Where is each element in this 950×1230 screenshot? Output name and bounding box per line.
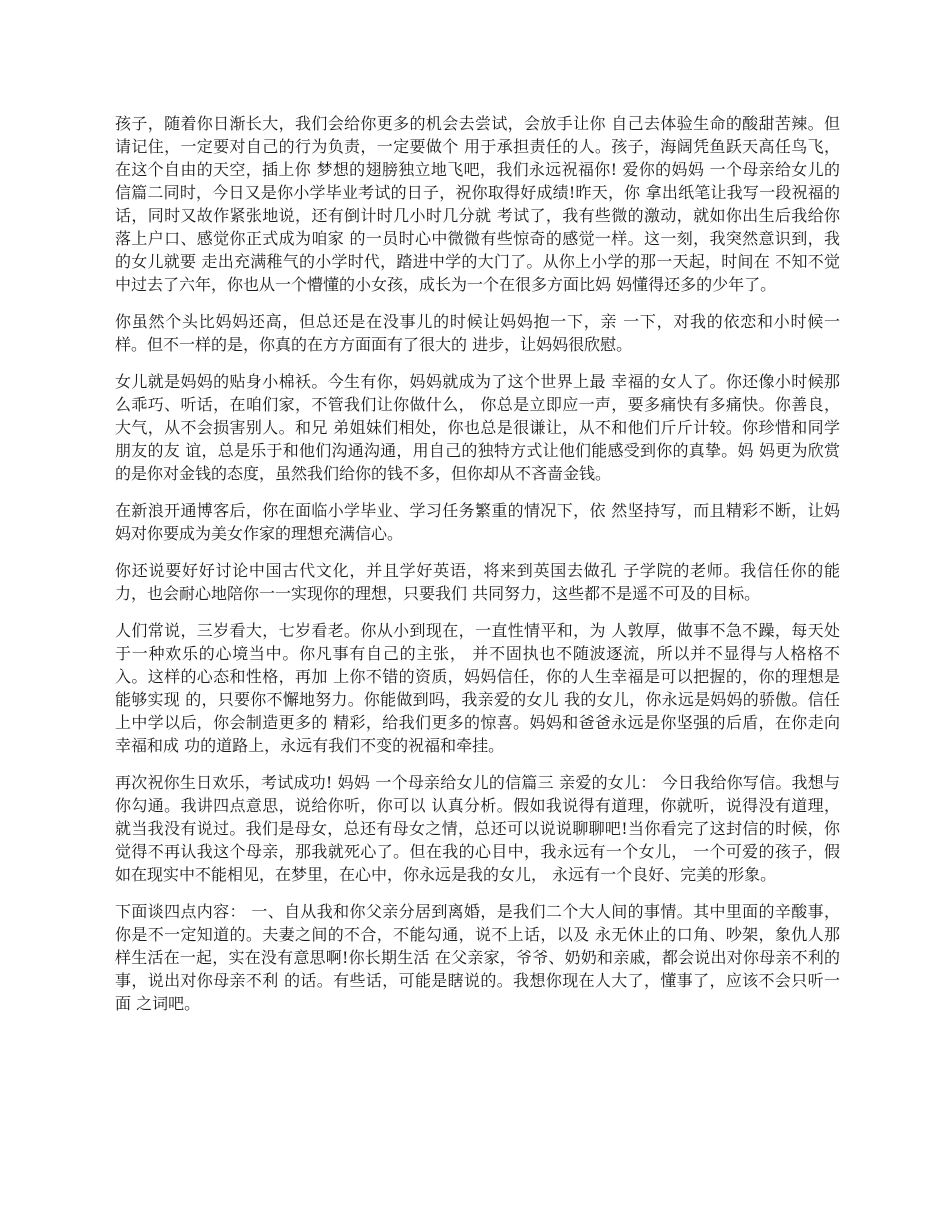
paragraph-4: 在新浪开通博客后，你在面临小学毕业、学习任务繁重的情况下，依 然坚持写，而且精彩不断，让妈妈对你要成为美女作家的理想充满信心。 xyxy=(115,501,840,543)
paragraph-6: 人们常说，三岁看大，七岁看老。你从小到现在，一直性情平和，为 人敦厚，做事不急不躁，每天处于一种欢乐的心境当中。你凡事有自己的主张， 并不固执也不随波逐流，所以并不显得与人格格不入。这样的心态和性格，再加 上你不错的资质，妈妈信任，你的人生幸福是可以把握的，你的理想是能够实现 的，只要你不懈地努力。你能做到吗，我亲爱的女儿 我的女儿，你永远是妈妈的骄傲。信任上中学以后，你会制造更多的 精彩，给我们更多的惊喜。妈妈和爸爸永远是你坚强的后盾，在你走向幸福和成 功的道路上，永远有我们不变的祝福和牵挂。 xyxy=(115,621,840,755)
document-body xyxy=(115,112,840,1029)
paragraph-2: 你虽然个头比妈妈还高，但总还是在没事儿的时候让妈妈抱一下，亲 一下，对我的依恋和小时候一样。但不一样的是，你真的在方方面面有了很大的 进步，让妈妈很欣慰。 xyxy=(115,312,840,354)
paragraph-7: 再次祝你生日欢乐，考试成功! 妈妈 一个母亲给女儿的信篇三 亲爱的女儿： 今日我给你写信。我想与你勾通。我讲四点意思，说给你听，你可以 认真分析。假如我说得有道理，你就听，说得没有道理，就当我没有说过。我们是母女，总还有母女之情，总还可以说说聊聊吧!当你看完了这封信的时候，你 觉得不再认我这个母亲，那我就死心了。但在我的心目中，我永远有一个女儿， 一个可爱的孩子，假如在现实中不能相见，在梦里，在心中，你永远是我的女儿， 永远有一个良好、完美的形象。 xyxy=(115,773,840,884)
paragraph-5: 你还说要好好讨论中国古代文化，并且学好英语，将来到英国去做孔 子学院的老师。我信任你的能力，也会耐心地陪你一一实现你的理想，只要我们 共同努力，这些都不是遥不可及的目标。 xyxy=(115,561,840,603)
paragraph-3: 女儿就是妈妈的贴身小棉袄。今生有你，妈妈就成为了这个世界上最 幸福的女人了。你还像小时候那么乖巧、听话，在咱们家，不管我们让你做什么， 你总是立即应一声，要多痛快有多痛快。你善良，大气，从不会损害别人。和兄 弟姐妹们相处，你也总是很谦让，从不和他们斤斤计较。你珍惜和同学朋友的友 谊，总是乐于和他们沟通沟通，用自己的独特方式让他们能感受到你的真挚。妈 妈更为欣赏的是你对金钱的态度，虽然我们给你的钱不多，但你却从不吝啬金钱。 xyxy=(115,372,840,483)
paragraph-1: 孩子，随着你日渐长大，我们会给你更多的机会去尝试，会放手让你 自己去体验生命的酸甜苦辣。但请记住，一定要对自己的行为负责，一定要做个 用于承担责任的人。孩子，海阔凭鱼跃天高任鸟飞，在这个自由的天空，插上你 梦想的翅膀独立地飞吧，我们永远祝福你! 爱你的妈妈 一个母亲给女儿的信篇二同时，今日又是你小学毕业考试的日子，祝你取得好成绩!昨天，你 拿出纸笔让我写一段祝福的话，同时又故作紧张地说，还有倒计时几小时几分就 考试了，我有些微的激动，就如你出生后我给你落上户口、感觉你正式成为咱家 的一员时心中微微有些惊奇的感觉一样。这一刻，我突然意识到，我的女儿就要 走出充满稚气的小学时代，踏进中学的大门了。从你上小学的那一天起，时间在 不知不觉中过去了六年，你也从一个懵懂的小女孩，成长为一个在很多方面比妈 妈懂得还多的少年了。 xyxy=(115,114,840,294)
paragraph-8: 下面谈四点内容： 一、自从我和你父亲分居到离婚，是我们二个大人间的事情。其中里面的辛酸事，你是不一定知道的。夫妻之间的不合，不能勾通，说不上话，以及 永无休止的口角、吵架，象仇人那样生活在一起，实在没有意思啊!你长期生活 在父亲家，爷爷、奶奶和亲戚，都会说出对你母亲不利的事，说出对你母亲不利 的话。有些话，可能是瞎说的。我想你现在人大了，懂事了，应该不会只听一面 之词吧。 xyxy=(115,902,840,1013)
